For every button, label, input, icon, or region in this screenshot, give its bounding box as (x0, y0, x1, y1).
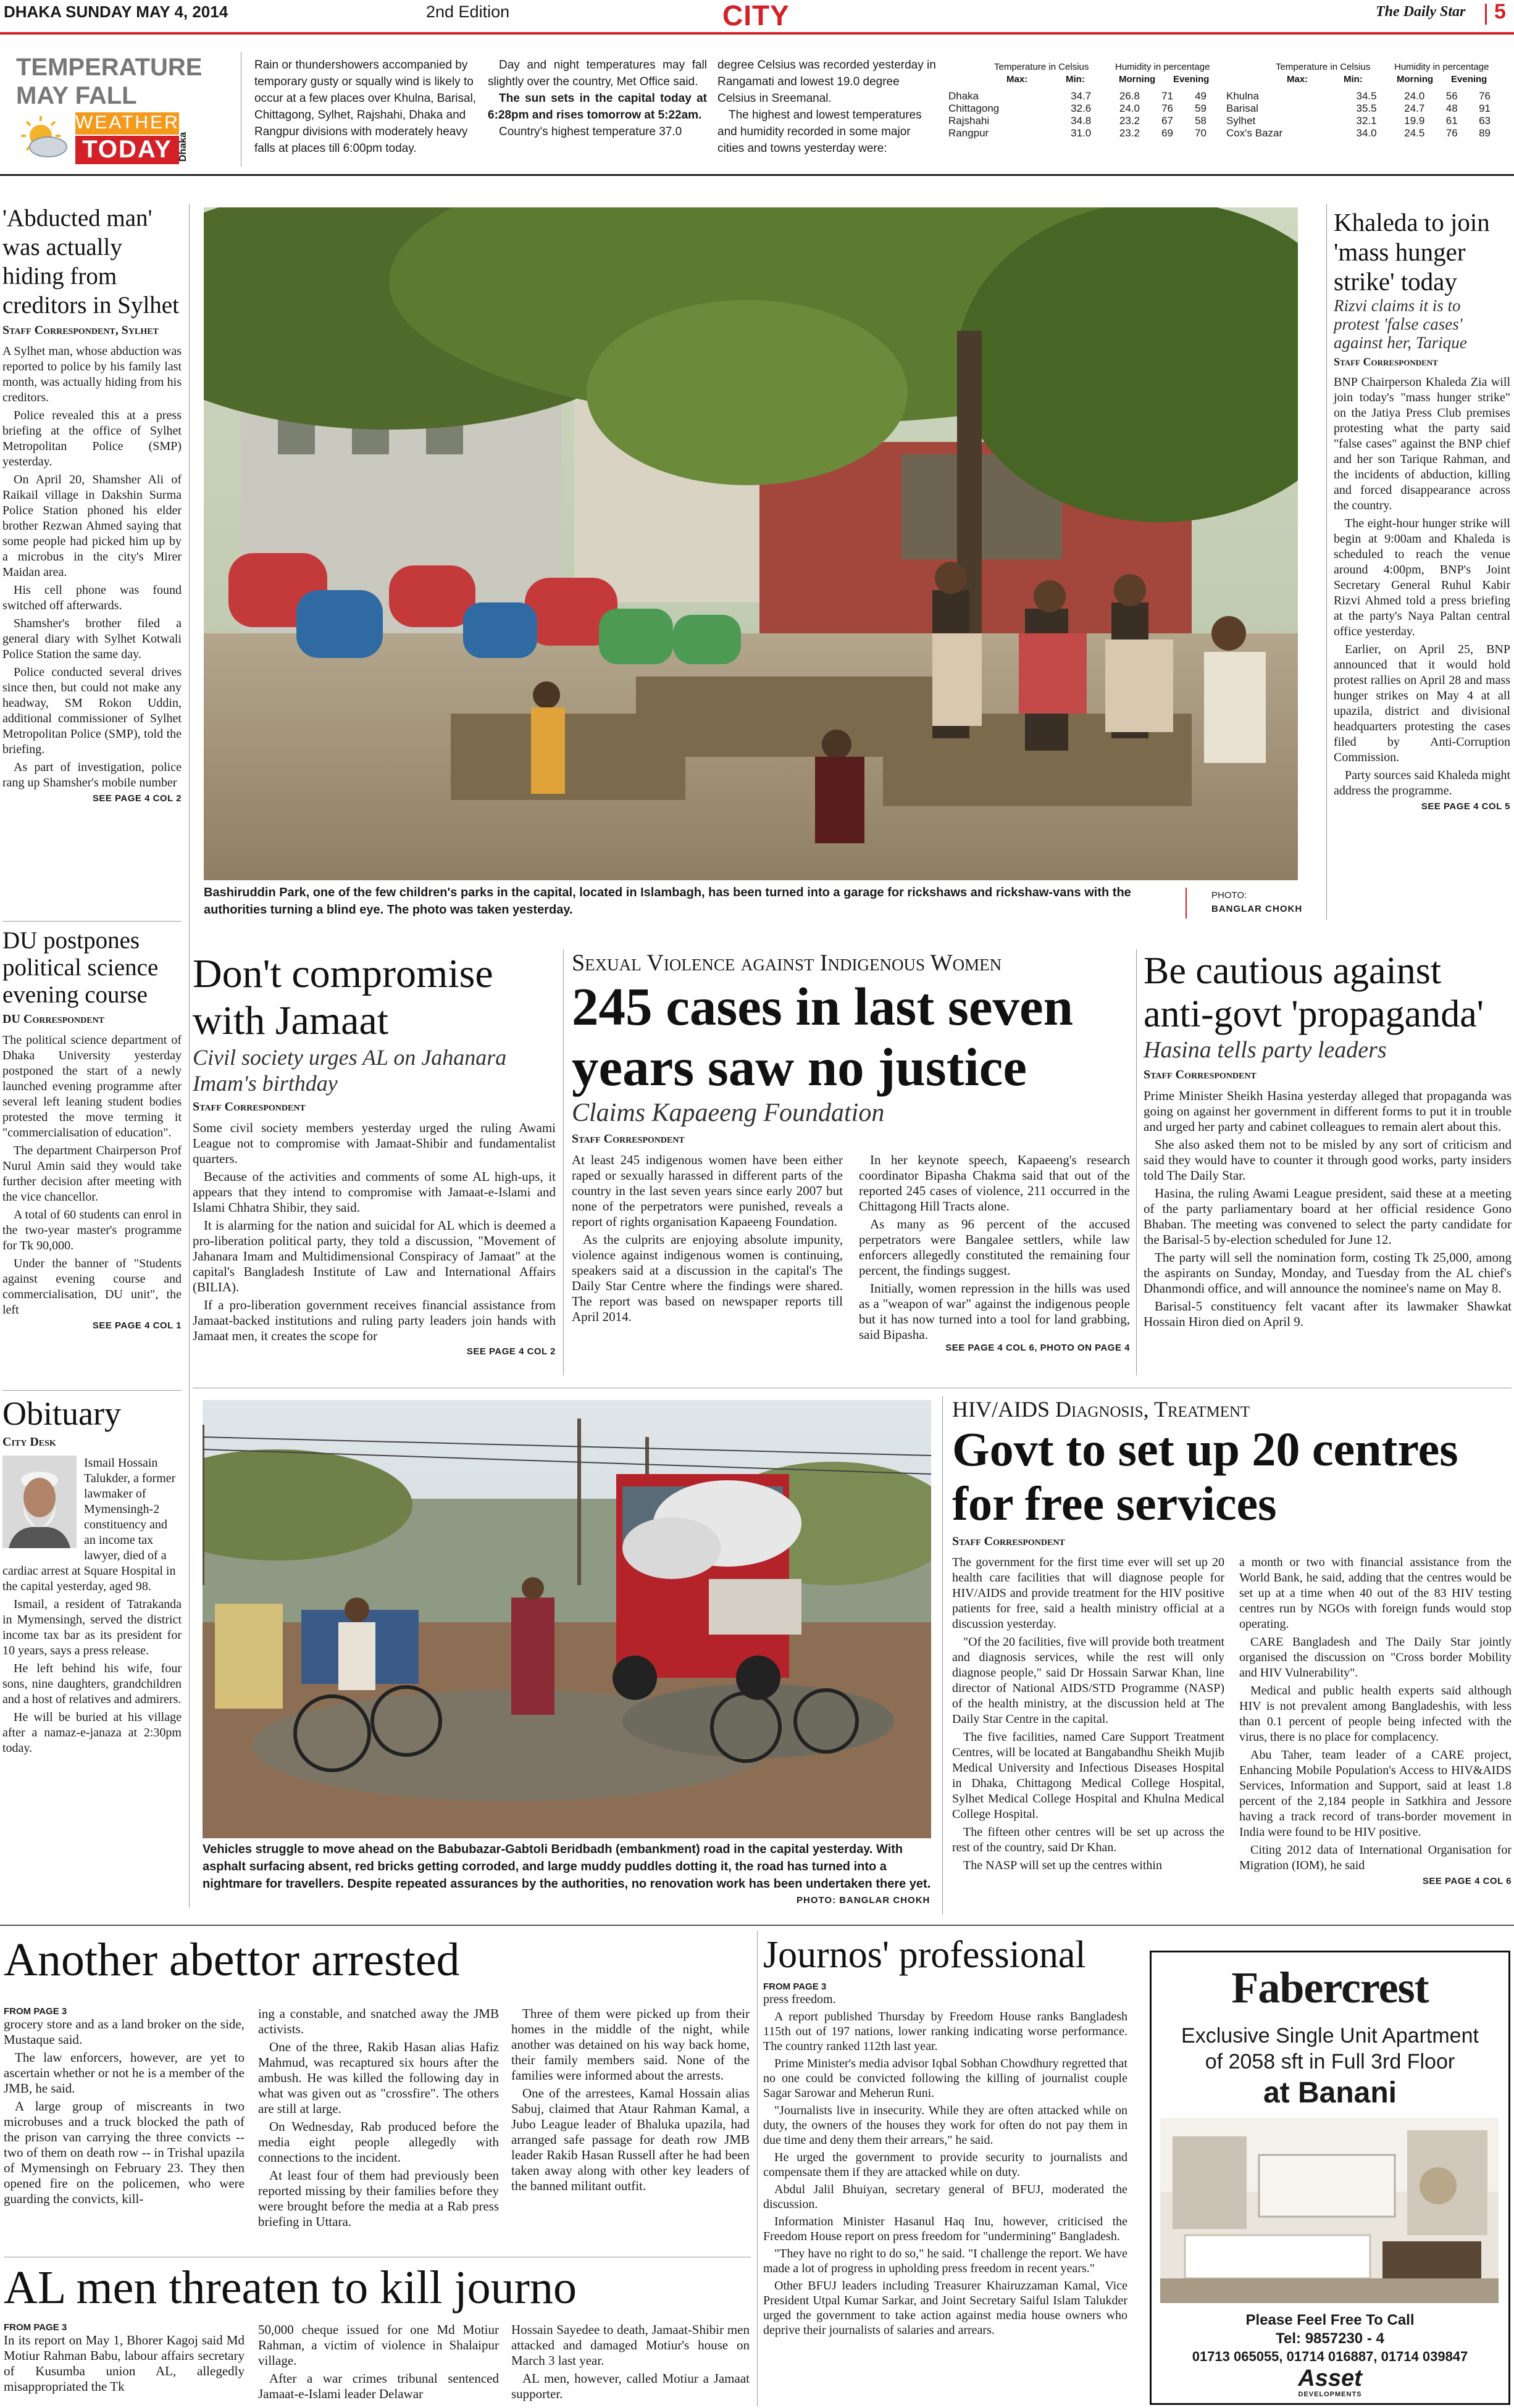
ad-developer-name: Asset (1298, 2365, 1362, 2391)
weather-col2a: Day and night temperatures may fall slightly over the country, Met Office said. (488, 59, 707, 88)
page-number: 5 (1494, 0, 1506, 23)
khaleda-body: BNP Chairperson Khaleda Zia will join today's "mass hunger strike" on the Jatiya Press Club premises protesting what the party said "false cases" against the BNP chief and her son Tarique Rahman, and the incidents of abduction, killing and forced disappearance across the country. The eight-hour hunger strike will begin at 9:00am and Khaleda is scheduled to reach the venue around 4:00pm, BNP's Joint Secretary General Ruhul Kabir Rizvi Ahmed told a press briefing at the party's Naya Paltan central office yesterday. Earlier, on April 25, BNP announced that it would hold protest rallies on April 28 and mass hunger strikes on May 4 at all upazila, district and divisional headquarters protesting the cases filed by Anti-Corruption Commission. Party sources said Khaleda might address the programme. (1334, 375, 1510, 798)
khaleda-deck: Rizvi claims it is to protest 'false cases' against her, Tarique (1334, 296, 1467, 352)
photo1-credit-name: BANGLAR CHOKH (1211, 904, 1303, 914)
photo-road-traffic (203, 1400, 931, 1838)
rickshaw-park-photo (204, 207, 1298, 880)
hiv-headline: Govt to set up 20 centres for free services (952, 1422, 1458, 1530)
ad-developer-logo (1290, 2366, 1370, 2401)
photo2-caption: Vehicles struggle to move ahead on the Babubazar-Gabtoli Beridbadh (embankment) road in the capital yesterday. With asphalt surfacing absent, red bricks getting corroded, and large muddy puddles dotting it, the road has turned into a nightmare for travellers. Despite repeated assurances by the authorities, no renovation work has been undertaken there yet. (203, 1843, 931, 1891)
table-row: Rajshahi 34.8 23.2 67 58 (948, 115, 1207, 127)
al-men-col3: Hossain Sayedee to death, Jamaat-Shibir men attacked and damaged Motiur's house on March 3 last year. AL men, however, called Motiur a Jamaat supporter. (511, 2322, 750, 2401)
khaleda-headline: Khaleda to join 'mass hunger strike' today (1334, 208, 1490, 296)
al-men-col1: FROM PAGE 3 In its report on May 1, Bhorer Kagoj said Md Motiur Rahman Babu, labour affairs secretary of Kusumba union AL, allegedly misappropriated the Tk (4, 2322, 245, 2394)
du-continue[interactable]: SEE PAGE 4 COL 1 (92, 1320, 182, 1331)
weather-logo-side: Dhaka (178, 131, 188, 162)
sexual-headline: 245 cases in last seven years saw no justice (572, 977, 1073, 1097)
table-row: Sylhet 32.1 19.9 61 63 (1226, 115, 1491, 127)
du-byline: DU Correspondent (2, 1012, 105, 1026)
sexual-byline: Staff Correspondent (572, 1132, 685, 1146)
weather-title: TEMPERATURE MAY FALL (16, 54, 203, 109)
table-row: Rangpur 31.0 23.2 69 70 (948, 127, 1207, 139)
cautious-headline: Be cautious against anti-govt 'propaganda' (1144, 950, 1484, 1035)
khaleda-continue[interactable]: SEE PAGE 4 COL 5 (1421, 801, 1510, 812)
weather-table-2-body (1223, 90, 1494, 140)
weather-head-min-2: Min: (1344, 74, 1363, 85)
ad-line1: Exclusive Single Unit Apartment (1181, 2024, 1479, 2048)
story-al-men (4, 2262, 751, 2314)
sexual-continue[interactable]: SEE PAGE 4 COL 6, PHOTO ON PAGE 4 (945, 1343, 1130, 1353)
obituary-byline: City Desk (2, 1435, 56, 1449)
weather-head-temp: Temperature in Celsius (994, 62, 1089, 72)
portrait-icon (2, 1456, 77, 1548)
abettor-col3: Three of them were picked up from their homes in the middle of the night, while another was detained on his way back home, their family members said. None of the families were informed about the arrests. One of the arrestees, Kamal Hossain alias Sabuj, claimed that Ataur Rahman Kamal, a Jubo League leader of Bhaluka upazila, had arranged safe passage for death row JMB leader Rakib Hasan Russell after he had been taken away along with other key leaders of the banned militant outfit. (511, 2006, 750, 2193)
table-row: Khulna 34.5 24.0 56 76 (1226, 90, 1491, 102)
hiv-body: The government for the first time ever will set up 20 health care facilities that will diagnose people for HIV/AIDS and provide treatment for the HIV positive patients for free, said a health ministry official at a discussion yesterday. "Of the 20 facilities, five will provide both treatment and diagnosis services, while the rest will only diagnose people," said Dr Hossain Sarwar Khan, line director of National AIDS/STD Programme (NASP) of the health ministry, at the discussion held at The Daily Star Centre in the capital. The five facilities, named Care Support Treatment Centres, will be located at Bangabandhu Sheikh Mujib Medical University and Infectious Diseases Hospital in Dhaka, Chittagong Medical College Hospital, Sylhet Medical College Hospital and Khulna Medical College Hospital. The fifteen other centres will be set up across the rest of the country, said Dr Khan. The NASP will set up the centres within a month or two with financial assistance from the World Bank, he said, adding that the centres would be set up at a time when 40 out of the 83 HIV testing centres run by NGOs with foreign funds would stop operating. CARE Bangladesh and The Daily Star jointly organised the discussion on "Cross border Mobility and HIV Vulnerability". Medical and public health experts said although HIV is not prevalent among Bangladeshis, with less than 0.1 percent of people being infected with the virus, there is no place for complacency. Abu Taher, team leader of a CARE project, Enhancing Mobile Population's Access to HIV&AIDS Services, Information and Support, said at least 1.8 percent of the 2,184 people in Satkhira and Jessore having a track record of trans-border movement in India were found to be HIV positive. Citing 2012 data of International Organisation for Migration (IOM), he said (952, 1556, 1512, 1872)
du-headline: DU postpones political science evening course (2, 927, 159, 1008)
weather-table-1-body (945, 90, 1210, 140)
ad-developer-sub: DEVELOPMENTS (1298, 2391, 1362, 2398)
abducted-continue[interactable]: SEE PAGE 4 COL 2 (92, 793, 182, 804)
story-jamaat (193, 951, 556, 1357)
journos-headline: Journos' professional (763, 1934, 1086, 1976)
hiv-kicker: HIV/AIDS Diagnosis, Treatment (952, 1397, 1250, 1422)
ad-line3: at Banani (1263, 2077, 1397, 2109)
abducted-headline: 'Abducted man' was actually hiding from creditors in Sylhet (2, 205, 179, 319)
jamaat-continue[interactable]: SEE PAGE 4 COL 2 (466, 1346, 556, 1357)
story-abducted (2, 204, 182, 804)
weather-col3 (717, 57, 940, 157)
ad-interior-photo (1160, 2118, 1499, 2303)
weather-col1: Rain or thundershowers accompanied by temporary gusty or squally wind is likely to occur at a few places over Khulna, Barisal, Chittagong, Sylhet, Rajshahi, Dhaka and Rangpur divisions with moderately heavy falls at places till 6:00pm today. (254, 59, 477, 155)
section-title: CITY (722, 0, 790, 31)
story-abettor (4, 1933, 751, 1986)
photo1-credit (1211, 889, 1302, 916)
page-number-divider (1485, 4, 1487, 25)
khaleda-byline: Staff Correspondent (1334, 356, 1438, 368)
sexual-body: At least 245 indigenous women have been either raped or sexually harassed in different parts of the country in the last seven years since early 2007 but none of the perpetrators were punished, reveals a report of rights organisation Kapaeeng Foundation. As the culprits are enjoying absolute impunity, violence against indigenous women is continuing, speakers said at a discussion in the capital's The Daily Star Centre where the findings were shared. The report was based on newspaper reports till April 2014. In her keynote speech, Kapaeeng's research coordinator Bipasha Chakma said that out of the reported 245 cases of violence, 211 occurred in the Chittagong Hill Tracts alone. As many as 96 percent of the accused perpetrators were Bangalee settlers, while law enforcers allegedly constituted the remaining four percent, the findings suggest. Initially, women repression in the hills was used as a "weapon of war" against the indigenous people but it has now turned into a tool for land grabbing, said Bipasha. (572, 1152, 1130, 1342)
cautious-byline: Staff Correspondent (1144, 1068, 1257, 1081)
story-obituary (2, 1396, 182, 1759)
obituary-headline: Obituary (2, 1395, 121, 1432)
masthead-rule (0, 32, 1514, 35)
journos-from: FROM PAGE 3 (763, 1981, 827, 1992)
weather-head-min: Min: (1066, 74, 1085, 85)
photo1-caption: Bashiruddin Park, one of the few children's parks in the capital, located in Islambagh, has been turned into a garage for rickshaws and rickshaw-vans with the authorities turning a blind eye. The photo was taken yesterday. (204, 886, 1131, 917)
story-cautious (1144, 949, 1512, 1332)
al-men-headline: AL men threaten to kill journo (4, 2262, 577, 2314)
journos-body: press freedom. A report published Thursday by Freedom House ranks Bangladesh 115th out of 197 nations, lower ranking indicating worse performance. The country ranked 112th last year. Prime Minister's media advisor Iqbal Sobhan Chowdhury regretted that no one could be convicted following the killing of journalist couple Sagar Sarowar and Meherun Runi. "Journalists live in insecurity. While they are often attacked while on duty, the owners of the houses they work for often do not pay them in due time and deny them their arrears," he said. He urged the government to provide security to journalists and compensate them if they are attacked while on duty. Abdul Jalil Bhuiyan, secretary general of BFUJ, moderated the discussion. Information Minister Hasanul Haq Inu, however, criticised the Freedom House report on press freedom for "undermining" Bangladesh. "They have no right to do so," he said. "I challenge the report. We have made a lot of progress in upholding press freedom in recent years." Other BFUJ leaders including Treasurer Khairuzzaman Kamal, Vice President Utpal Kumar Sarkar, and Joint Secretary Saiful Islam Talukder urged the government to take action against media house owners who deprive their journalists of salaries and arrears. (763, 1993, 1127, 2337)
sexual-kicker: Sexual Violence against Indigenous Women (572, 950, 1002, 976)
weather-head-morning: Morning (1119, 74, 1156, 85)
sexual-deck: Claims Kapaeeng Foundation (572, 1099, 885, 1127)
ad-photo (1160, 2118, 1499, 2303)
cautious-deck: Hasina tells party leaders (1144, 1037, 1387, 1063)
weather-head-hum-2: Humidity in percentage (1394, 62, 1489, 72)
weather-head-max: Max: (1006, 74, 1028, 85)
weather-col2b: The sun sets in the capital today at 6:28pm and rises tomorrow at 5:22am. (488, 92, 707, 122)
abettor-col1: FROM PAGE 3 grocery store and as a land broker on the side, Mustaque said. The law enforcers, however, are yet to ascertain whether or not he is a member of the JMB, he said. A large group of miscreants in two microbuses and a truck blocked the path of the prison van carrying the three convicts -- two of them on death row -- in Trishal upazila of Mymensingh on February 23. They then opened fire on the policemen, who were guarding the convicts, kill- (4, 2006, 245, 2206)
table-row: Barisal 35.5 24.7 48 91 (1226, 102, 1491, 114)
abettor-headline: Another abettor arrested (4, 1934, 460, 1986)
ad-tel[interactable]: Tel: 9857230 - 4 (1276, 2330, 1384, 2347)
obituary-body: Ismail Hossain Talukder, a former lawmaker of Mymensingh-2 constituency and an income tax lawyer, died of a cardiac arrest at Square Hospital in the capital yesterday, aged 98. Ismail, a resident of Tatrakanda in Mymensingh, served the district income tax bar as its president for 10 years, says a press release. He left behind his wife, four sons, nine daughters, grandchildren and a host of relatives and admirers. He will be buried at his village after a namaz-e-janaza at 2:30pm today. (2, 1456, 182, 1755)
masthead (0, 0, 1514, 32)
paper-logo: The Daily Star (1376, 4, 1466, 20)
weather-head-morning-2: Morning (1397, 74, 1434, 85)
weather-col3a: degree Celsius was recorded yesterday in Rangamati and lowest 19.0 degree Celsius in Sreemanal. (717, 59, 936, 105)
photo-rickshaw-park (204, 207, 1298, 880)
jamaat-deck: Civil society urges AL on Jahanara Imam's birthday (193, 1045, 507, 1096)
al-men-col2: 50,000 cheque issued for one Md Motiur Rahman, a victim of violence in Shalaipur village. After a war crimes tribunal sentenced Jamaat-e-Islami leader Delawar (258, 2322, 499, 2401)
ad-line2: of 2058 sft in Full 3rd Floor (1205, 2050, 1455, 2073)
photo2-credit: PHOTO: BANGLAR CHOKH (797, 1895, 931, 1906)
ad-call: Please Feel Free To Call (1245, 2312, 1415, 2328)
hiv-byline: Staff Correspondent (952, 1535, 1065, 1548)
hiv-continue[interactable]: SEE PAGE 4 COL 6 (1422, 1876, 1512, 1886)
weather-logo-top: WEATHER (75, 112, 179, 135)
jamaat-headline: Don't compromise with Jamaat (193, 951, 493, 1043)
table-row: Chittagong 32.6 24.0 76 59 (948, 102, 1207, 114)
table-row: Dhaka 34.7 26.8 71 49 (948, 90, 1207, 102)
road-traffic-photo (203, 1400, 931, 1838)
weather-col3b: The highest and lowest temperatures and humidity recorded in some major cities and towns yesterday were: (717, 109, 922, 155)
weather-head-evening: Evening (1173, 74, 1210, 85)
ad-mobiles[interactable]: 01713 065055, 01714 016887, 01714 039847 (1192, 2349, 1468, 2364)
al-men-from: FROM PAGE 3 (4, 2322, 67, 2333)
sun-cloud-icon (16, 111, 72, 167)
table-row: Cox's Bazar 34.0 24.5 76 89 (1226, 127, 1491, 139)
abettor-col2: ing a constable, and snatched away the JMB activists. One of the three, Rakib Hasan alias Hafiz Mahmud, was recaptured six hours after the ambush. He was killed the following day in what was given out as "crossfire". The others are still at large. On Wednesday, Rab produced before the media eight people allegedly with connections to the incident. At least four of them had previously been reported missing by their families before they were brought before the media at a Rab press briefing in Uttara. (258, 2006, 499, 2229)
weather-box (0, 44, 1514, 176)
weather-head-hum: Humidity in percentage (1115, 62, 1210, 72)
ad-brand: Fabercrest (1231, 1963, 1429, 2012)
story-du (2, 927, 182, 1331)
story-khaleda (1334, 207, 1510, 812)
abettor-from: FROM PAGE 3 (4, 2006, 67, 2017)
weather-head-max-2: Max: (1287, 74, 1308, 85)
abducted-body: A Sylhet man, whose abduction was reported to police by his family last month, was actually hiding from his creditors. Police revealed this at a press briefing at the office of Sylhet Metropolitan Police (SMP) yesterday. On April 20, Shamsher Ali of Raikail village in Dakshin Surma Police Station phoned his elder brother Rezwan Ahmed saying that some people had picked him up by a microbus in the city's Mirer Maidan area. His cell phone was found switched off afterwards. Shamsher's brother filed a general diary with Sylhet Kotwali Police Station the same day. Police conducted several drives since then, but could not make any headway, SM Rokon Uddin, additional commissioner of Sylhet Metropolitan Police (SMP), told the briefing. As part of investigation, police rang up Shamsher's mobile number (2, 344, 182, 789)
story-sexual-violence (572, 949, 1130, 1353)
du-body: The political science department of Dhaka University yesterday postponed the start of a newly launched evening programme after several left leaning student bodies protested the move terming it "commercialisation of education". The department Chairperson Prof Nurul Amin said they would take further decision after meeting with the vice chancellor. A total of 60 students can enrol in the two-year master's programme for Tk 90,000. Under the banner of "Students against evening course and commercialisation, DU unit", the left (2, 1033, 182, 1317)
story-hiv (952, 1396, 1512, 1886)
weather-col2 (488, 57, 707, 140)
cautious-body: Prime Minister Sheikh Hasina yesterday alleged that propaganda was going on against her government in different forms to put it in trouble and urged her party and cabinet colleagues to remain alert about this. She also asked them not to be misled by any sort of criticism and said they would have to counter it through good works, party insiders told The Daily Star. Hasina, the ruling Awami League president, said these at a meeting of the party parliamentary board at her official residence Gono Bhaban. The meeting was convened to select the party candidate for the Barisal-5 by-election scheduled for June 12. The party will sell the nomination form, costing Tk 25,000, among the aspirants on Sunday, Monday, and Tuesday from the AL chief's Dhanmondi office, and will announce the nominee's name on May 8. Barisal-5 constituency felt vacant after its lawmaker Shawkat Hossain Hiron died on April 9. (1144, 1088, 1512, 1329)
abducted-byline: Staff Correspondent, Sylhet (2, 323, 159, 337)
jamaat-body: Some civil society members yesterday urged the ruling Awami League not to compromise with Jamaat-Shibir and fundamentalist quarters. Because of the activities and comments of some AL high-ups, it appears that they intend to compromise with Jamaat-e-Islami and Islami Chhatra Shibir, they said. It is alarming for the nation and suicidal for AL which is deemed a pro-liberation political party, they told a discussion, "Movement of Jahanara Imam and Multidimensional Conspiracy of Jamaat" at the capital's Bangladesh Institute of Law and International Affairs (BILIA). If a pro-liberation government receives financial assistance from Jamaat-backed institutions and ruling party leaders join hands with Jamaat men, it creates the scope for (193, 1120, 556, 1343)
photo1-credit-label: PHOTO: (1211, 890, 1247, 901)
weather-head-evening-2: Evening (1451, 74, 1487, 85)
weather-head-temp-2: Temperature in Celsius (1276, 62, 1371, 72)
obituary-portrait (2, 1456, 77, 1548)
ad-fabercrest[interactable] (1150, 1951, 1510, 2405)
edition: 2nd Edition (426, 2, 510, 21)
jamaat-byline: Staff Correspondent (193, 1100, 306, 1114)
weather-logo (16, 111, 220, 167)
story-journos (763, 1933, 1127, 2340)
dateline: DHAKA SUNDAY MAY 4, 2014 (4, 2, 228, 21)
weather-logo-bottom: TODAY (75, 136, 179, 164)
weather-col2c: Country's highest temperature 37.0 (499, 125, 682, 138)
